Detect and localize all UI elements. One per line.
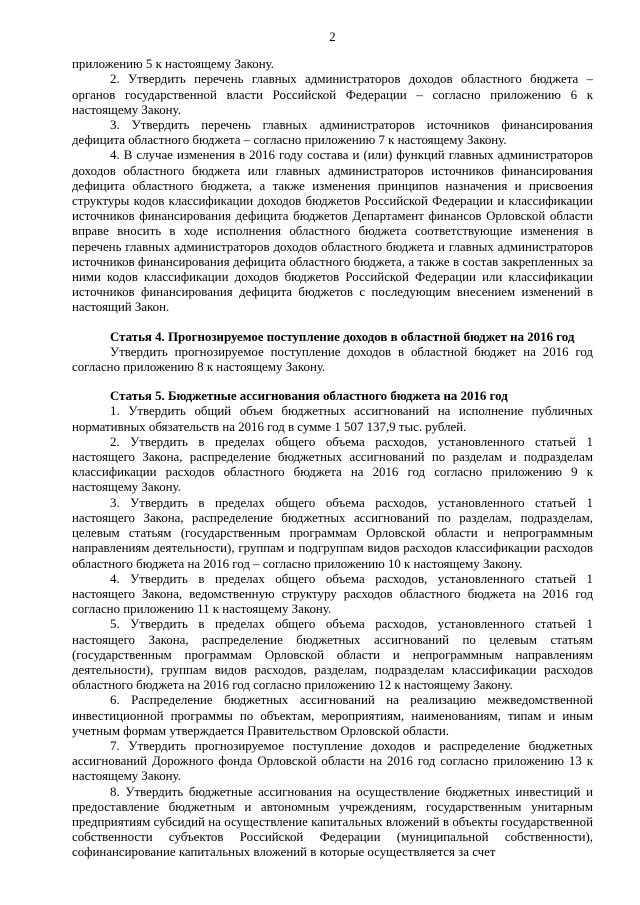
paragraph-item-2: 2. Утвердить перечень главных администраторов доходов областного бюджета – органов государственной власти Российской Федерации – согласно приложению 6 к настоящему Закону. <box>72 72 593 117</box>
article-5-paragraph-8: 8. Утвердить бюджетные ассигнования на осуществление бюджетных инвестиций и предоставление бюджетным и автономным учреждениям, государственным унитарным предприятиям субсидий на осуществление капитальных вложений в объекты государственной собственности субъектов Российской Федерации (муниципальной собственности), софинансирование капитальных вложений в которые осуществляется за счет <box>72 784 593 860</box>
article-5-paragraph-1: 1. Утвердить общий объем бюджетных ассигнований на исполнение публичных нормативных обязательств на 2016 год в сумме 1 507 137,9 тыс. рублей. <box>72 404 593 434</box>
page-number: 2 <box>329 30 336 44</box>
article-5-paragraph-2: 2. Утвердить в пределах общего объема расходов, установленного статьей 1 настоящего Закона, распределение бюджетных ассигнований по разделам и подразделам классификации расходов областного бюджета на 2016 год согласно приложению 9 к настоящему Закону. <box>72 434 593 495</box>
article-4-heading: Статья 4. Прогнозируемое поступление доходов в областной бюджет на 2016 год <box>110 329 575 344</box>
paragraph-item-4: 4. В случае изменения в 2016 году состава и (или) функций главных администраторов доходов областного бюджета или главных администраторов источников финансирования дефицита областного бюджета, а также изменения принципов назначения и присвоения структуры кодов классификации доходов бюджетов Российской Федерации и классификации источников финансирования дефицита бюджетов Департамент финансов Орловской области вправе вносить в ходе исполнения областного бюджета соответствующие изменения в перечень главных администраторов доходов областного бюджета и главных администраторов источников финансирования дефицита областного бюджета, а также в состав закрепленных за ними кодов классификации доходов бюджетов Российской Федерации или классификации источников финансирования дефицита бюджетов с последующим внесением изменений в настоящий Закон. <box>72 148 593 315</box>
article-5-heading: Статья 5. Бюджетные ассигнования областного бюджета на 2016 год <box>110 389 508 404</box>
paragraph-continuation: приложению 5 к настоящему Закону. <box>72 57 274 72</box>
article-5-paragraph-5: 5. Утвердить в пределах общего объема расходов, установленного статьей 1 настоящего Закона, распределение бюджетных ассигнований по целевым статьям (государственным программам Орловской области и непрограммным направлениям деятельности), группам видов расходов, разделам, подразделам классификации расходов областного бюджета на 2016 год согласно приложению 12 к настоящему Закону. <box>72 617 593 693</box>
paragraph-item-3: 3. Утвердить перечень главных администраторов источников финансирования дефицита областного бюджета – согласно приложению 7 к настоящему Закону. <box>72 118 593 148</box>
article-4-paragraph: Утвердить прогнозируемое поступление доходов в областной бюджет на 2016 год согласно приложению 8 к настоящему Закону. <box>72 344 593 375</box>
document-page <box>72 30 593 861</box>
article-5-paragraph-6: 6. Распределение бюджетных ассигнований на реализацию межведомственной инвестиционной программы по объектам, мероприятиям, наименованиям, типам и иным учетным формам утверждается Правительством Орловской области. <box>72 693 593 738</box>
article-5-paragraph-7: 7. Утвердить прогнозируемое поступление доходов и распределение бюджетных ассигнований Дорожного фонда Орловской области на 2016 год согласно приложению 13 к настоящему Закону. <box>72 738 593 784</box>
article-5-paragraph-3: 3. Утвердить в пределах общего объема расходов, установленного статьей 1 настоящего Закона, распределение бюджетных ассигнований по разделам, подразделам, целевым статьям (государственным программам Орловской области и непрограммным направлениям деятельности), группам и подгруппам видов расходов классификации расходов областного бюджета на 2016 год – согласно приложению 10 к настоящему Закону. <box>72 495 593 571</box>
article-5-paragraph-4: 4. Утвердить в пределах общего объема расходов, установленного статьей 1 настоящего Закона, ведомственную структуру расходов областного бюджета на 2016 год согласно приложению 11 к настоящему Закону. <box>72 571 593 617</box>
